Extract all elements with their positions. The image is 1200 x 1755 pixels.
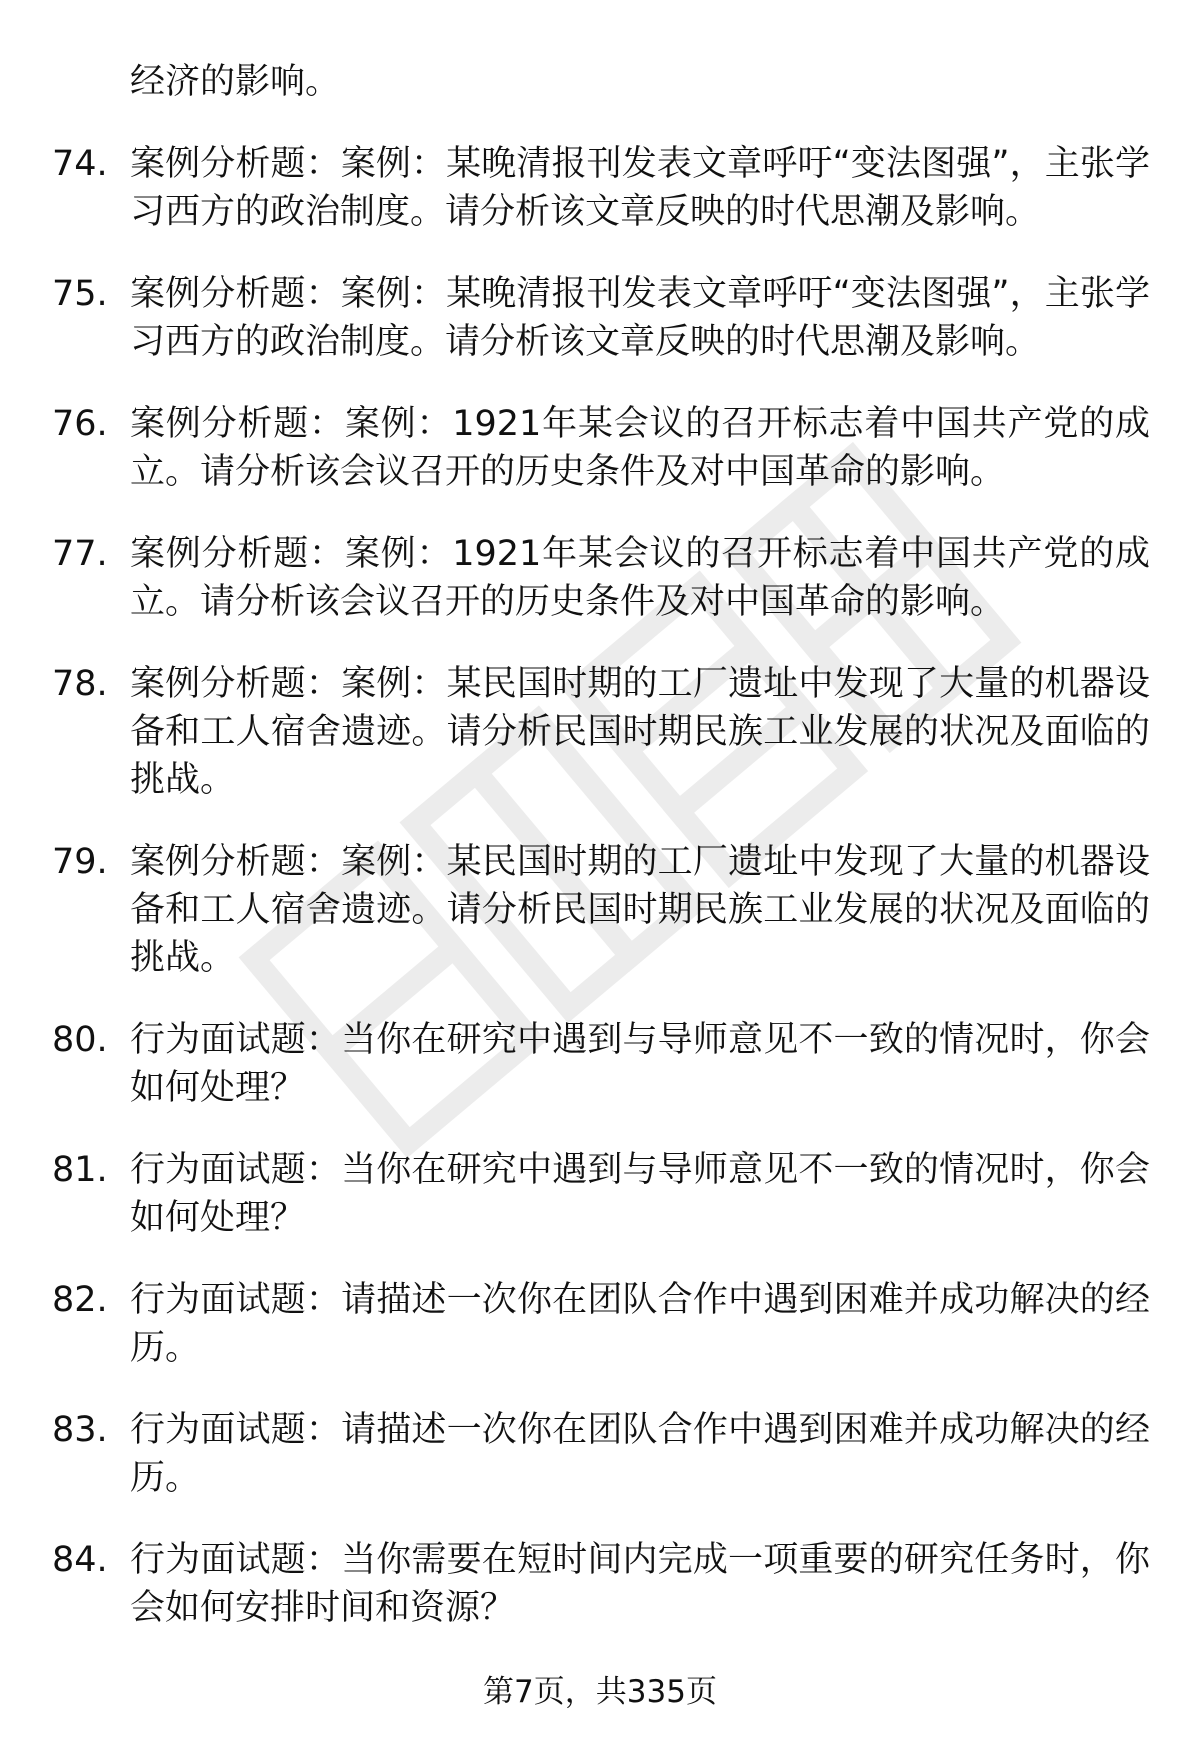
question-text: 行为面试题：当你在研究中遇到与导师意见不一致的情况时，你会如何处理？ xyxy=(130,1150,1150,1238)
question-item xyxy=(0,530,1200,626)
question-item xyxy=(0,1536,1200,1632)
question-number: 77. xyxy=(52,534,108,574)
question-number: 74. xyxy=(52,144,108,184)
question-number: 80. xyxy=(52,1020,108,1060)
question-number: 83. xyxy=(52,1410,108,1450)
question-item xyxy=(0,1406,1200,1502)
question-text: 案例分析题：案例：1921年某会议的召开标志着中国共产党的成立。请分析该会议召开的历史条件及对中国革命的影响。 xyxy=(130,534,1150,622)
question-item xyxy=(0,140,1200,236)
question-text: 行为面试题：当你在研究中遇到与导师意见不一致的情况时，你会如何处理？ xyxy=(130,1020,1150,1108)
question-item xyxy=(0,1146,1200,1242)
question-number: 81. xyxy=(52,1150,108,1190)
question-item xyxy=(0,1276,1200,1372)
question-text: 行为面试题：请描述一次你在团队合作中遇到困难并成功解决的经历。 xyxy=(130,1280,1150,1368)
question-text: 案例分析题：案例：某晚清报刊发表文章呼吁“变法图强”，主张学习西方的政治制度。请分析该文章反映的时代思潮及影响。 xyxy=(130,274,1150,362)
question-text: 行为面试题：请描述一次你在团队合作中遇到困难并成功解决的经历。 xyxy=(130,1410,1150,1498)
continuation-text: 经济的影响。 xyxy=(130,62,341,102)
question-item xyxy=(0,660,1200,804)
question-text: 案例分析题：案例：某民国时期的工厂遗址中发现了大量的机器设备和工人宿舍遗迹。请分析民国时期民族工业发展的状况及面临的挑战。 xyxy=(130,664,1150,800)
question-list xyxy=(0,140,1200,1666)
question-item xyxy=(0,400,1200,496)
question-item xyxy=(0,838,1200,982)
question-number: 78. xyxy=(52,664,108,704)
question-item xyxy=(0,270,1200,366)
question-number: 75. xyxy=(52,274,108,314)
question-number: 82. xyxy=(52,1280,108,1320)
question-item xyxy=(0,1016,1200,1112)
question-text: 行为面试题：当你需要在短时间内完成一项重要的研究任务时，你会如何安排时间和资源？ xyxy=(130,1540,1150,1628)
question-number: 76. xyxy=(52,404,108,444)
question-number: 79. xyxy=(52,842,108,882)
question-text: 案例分析题：案例：某民国时期的工厂遗址中发现了大量的机器设备和工人宿舍遗迹。请分析民国时期民族工业发展的状况及面临的挑战。 xyxy=(130,842,1150,978)
question-text: 案例分析题：案例：1921年某会议的召开标志着中国共产党的成立。请分析该会议召开的历史条件及对中国革命的影响。 xyxy=(130,404,1150,492)
question-text: 案例分析题：案例：某晚清报刊发表文章呼吁“变法图强”，主张学习西方的政治制度。请分析该文章反映的时代思潮及影响。 xyxy=(130,144,1150,232)
question-number: 84. xyxy=(52,1540,108,1580)
page-footer: 第7页，共335页 xyxy=(483,1674,717,1710)
